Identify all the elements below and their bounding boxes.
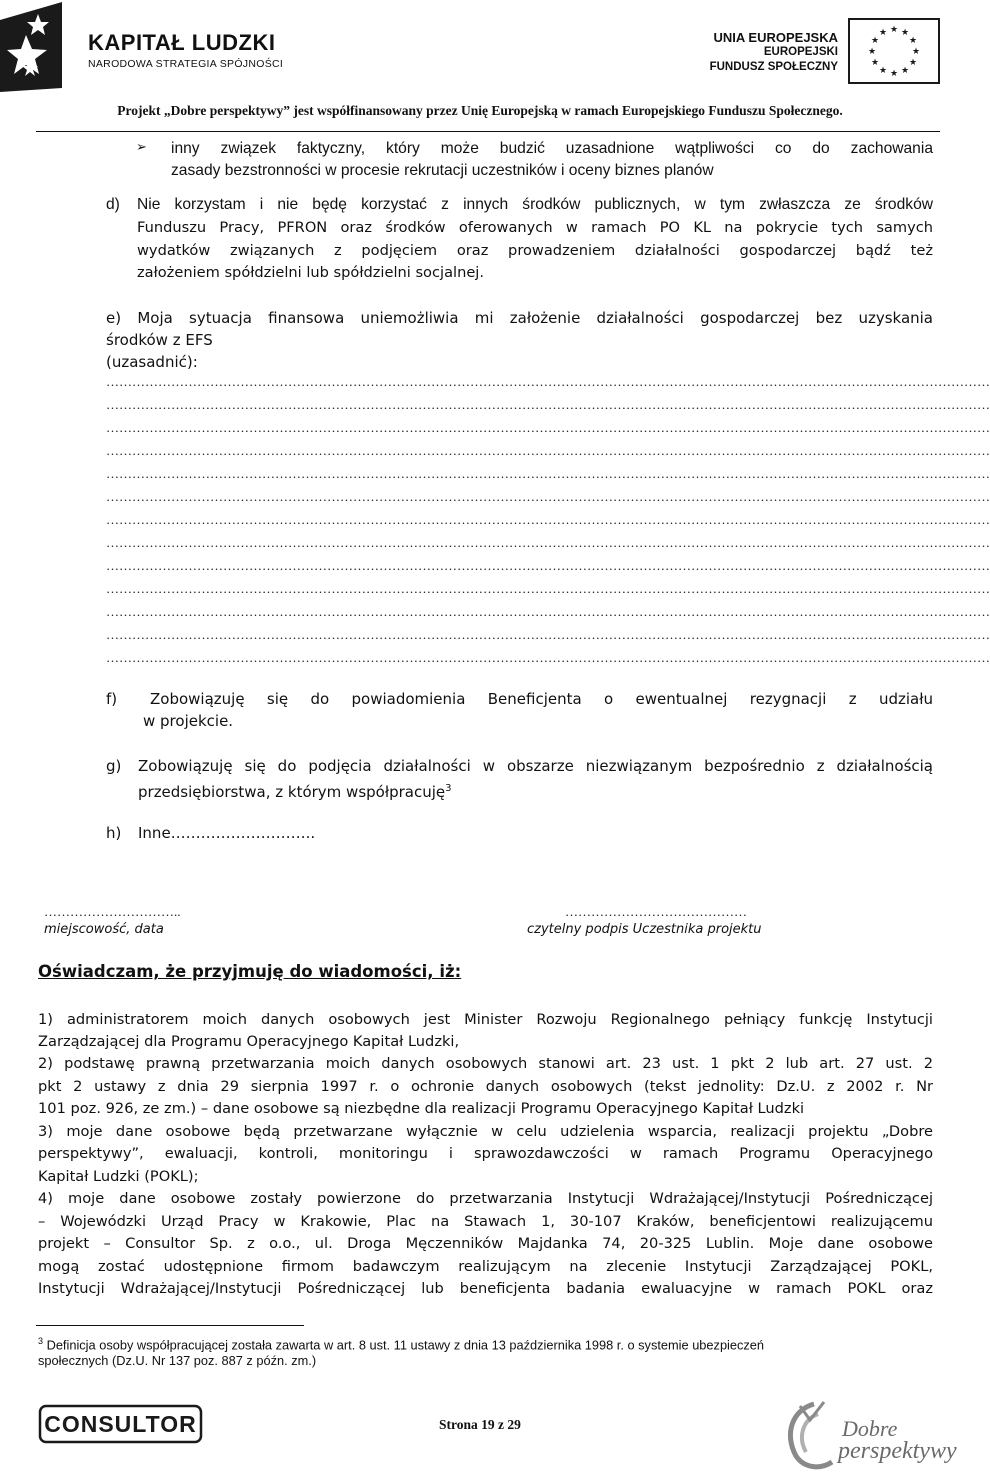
footnote-ref-3[interactable]: 3 [445,783,452,794]
eu-line2: EUROPEJSKI [763,46,838,58]
decl-p4-line-5: Instytucji Wdrażającej/Instytucji Pośredniczącej lub beneficjenta badania ewaluacyjne w ramach POKL oraz [38,1280,933,1297]
svg-text:★: ★ [889,25,899,35]
justification-dots-8[interactable]: …………………………………………………………………………………………………………………………………………………………………………………… [106,535,990,550]
consultor-text: CONSULTOR [44,1411,197,1437]
decl-p2-line-2: pkt 2 ustawy z dnia 29 sierpnia 1997 r. o ochronie danych osobowych (tekst jednolity: Dz.U. z 2002 r. Nr [38,1078,933,1095]
svg-text:★: ★ [908,58,918,68]
justification-dots-10[interactable]: …………………………………………………………………………………………………………………………………………………………………………………… [106,581,990,596]
signature-label: czytelny podpis Uczestnika projektu [527,922,762,937]
decl-p4-line-1: 4) moje dane osobowe zostały powierzone do przetwarzania Instytucji Wdrażającej/Instytucji Pośredniczącej [38,1190,933,1207]
place-date-label: miejscowość, data [44,922,164,937]
justification-dots-4[interactable]: …………………………………………………………………………………………………………………………………………………………………………………… [106,443,990,458]
item-e-line-1: e) Moja sytuacja finansowa uniemożliwia mi założenie działalności gospodarczej bez uzyskania [106,309,933,327]
kapital-ludzki-logo [0,0,300,95]
item-h-other-field[interactable]: Inne……………………….. [138,824,316,842]
decl-p3-line-2: perspektywy”, ewaluacji, kontroli, monitoringu i sprawozdawczości w ramach Programu Operacyjnego [38,1145,933,1162]
kl-subtitle: NARODOWA STRATEGIA SPÓJNOŚCI [88,58,284,70]
justification-dots-1[interactable]: …………………………………………………………………………………………………………………………………………………………………………………… [106,374,990,389]
item-g-line-2-text: przedsiębiorstwa, z którym współpracuję [138,783,446,801]
svg-text:★: ★ [870,58,880,68]
justification-dots-6[interactable]: …………………………………………………………………………………………………………………………………………………………………………………… [106,489,990,504]
svg-text:★: ★ [889,69,899,79]
item-f-line-1: Zobowiązuję się do powiadomienia Beneficjenta o ewentualnej rezygnacji z udziału [150,690,933,708]
footnote-text-1: Definicja osoby współpracującej została zawarta w art. 8 ust. 11 ustawy z dnia 13 października 1998 r. o systemie ubezpieczeń [43,1337,765,1353]
dobre-text: Dobre [842,1416,898,1441]
eu-flag-icon [848,18,940,84]
decl-p1-line-1: 1) administratorem moich danych osobowych jest Minister Rozwoju Regionalnego pełniący funkcję Instytucji [38,1011,933,1028]
decl-p3-line-1: 3) moje dane osobowe będą przetwarzane wyłącznie w celu udzielenia wsparcia, realizacji projektu „Dobre [38,1123,933,1140]
dobre-perspektywy-logo [780,1398,955,1476]
kl-title: KAPITAŁ LUDZKI [88,30,276,55]
justification-dots-12[interactable]: …………………………………………………………………………………………………………………………………………………………………………………… [106,627,990,642]
justification-dots-3[interactable]: …………………………………………………………………………………………………………………………………………………………………………………… [106,420,990,435]
item-e-line-2: środków z EFS [106,331,213,349]
place-date-dots[interactable]: ………………………….. [44,904,181,919]
svg-text:★: ★ [870,36,880,46]
decl-p2-line-1: 2) podstawę prawną przetwarzania moich danych osobowych stanowi art. 23 ust. 1 pkt 2 lub art. 27 ust. 2 [38,1055,933,1072]
arrow-bullet-icon: ➢ [136,140,147,155]
item-h-label: h) [106,824,122,842]
eu-logo [690,0,950,95]
signature-dots[interactable]: …………………………………… [565,904,747,919]
eu-line3: FUNDUSZ SPOŁECZNY [709,61,838,73]
decl-p2-line-3: 101 poz. 926, ze zm.) – dane osobowe są niezbędne dla realizacji Programu Operacyjnego Kapitał Ludzki [38,1100,805,1117]
item-g-label: g) [106,757,122,775]
declaration-heading: Oświadczam, że przyjmuję do wiadomości, iż: [38,962,462,981]
bullet-line-1: inny związek faktyczny, który może budzić uzasadnione wątpliwości co do zachowania [171,140,933,157]
item-d-line-2: Funduszu Pracy, PFRON oraz środków oferowanych w ramach PO KL na pokrycie tych samych [137,219,933,236]
header-project-note: Projekt „Dobre perspektywy” jest współfinansowany przez Unię Europejską w ramach Europejskiego Funduszu Społecznego. [117,103,843,118]
perspektywy-text: perspektywy [838,1438,957,1464]
svg-text:★: ★ [867,47,877,57]
justification-dots-5[interactable]: …………………………………………………………………………………………………………………………………………………………………………………… [106,466,990,481]
item-d-line-3: wydatków związanych z podjęciem oraz prowadzeniem działalności gospodarczej bądź też [137,242,933,259]
decl-p4-line-4: mogą zostać udostępnione firmom badawczym realizującym na zlecenie Instytucji Zarządzającej POKL, [38,1258,933,1275]
footnote-line-2: społecznych (Dz.U. Nr 137 poz. 887 z późn. zm.) [38,1353,317,1368]
justification-dots-7[interactable]: …………………………………………………………………………………………………………………………………………………………………………………… [106,512,990,527]
kapital-ludzki-emblem-icon [0,0,86,95]
footnote-number: 3 [38,1336,44,1346]
decl-p1-line-2: Zarządzającej dla Programu Operacyjnego Kapitał Ludzki, [38,1033,460,1050]
svg-text:★: ★ [900,66,910,76]
decl-p4-line-3: projekt – Consultor Sp. z o.o., ul. Droga Męczenników Majdanka 74, 20-325 Lublin. Moje dane osobowe [38,1235,933,1252]
svg-text:★: ★ [878,66,888,76]
justification-dots-9[interactable]: …………………………………………………………………………………………………………………………………………………………………………………… [106,558,990,573]
item-d-line-4: założeniem spółdzielni lub spółdzielni socjalnej. [137,264,484,281]
footnote-divider [36,1325,304,1326]
footnote-line-1 [38,1332,764,1354]
item-f-label: f) [106,690,118,708]
bullet-line-2: zasady bezstronności w procesie rekrutacji uczestników i oceny biznes planów [171,162,714,179]
eu-line1: UNIA EUROPEJSKA [713,30,838,45]
item-d-line-1: Nie korzystam i nie będę korzystać z innych środków publicznych, w tym zwłaszcza ze środków [137,196,933,213]
svg-text:★: ★ [908,36,918,46]
page-number: Strona 19 z 29 [439,1417,521,1432]
justification-dots-11[interactable]: …………………………………………………………………………………………………………………………………………………………………………………… [106,604,990,619]
decl-p3-line-3: Kapitał Ludzki (POKL); [38,1168,199,1185]
item-g-line-2 [138,778,452,804]
svg-text:★: ★ [911,47,921,57]
justification-dots-13[interactable]: …………………………………………………………………………………………………………………………………………………………………………………… [106,650,990,665]
item-f-line-2: w projekcie. [143,712,234,730]
item-g-line-1: Zobowiązuję się do podjęcia działalności w obszarze niezwiązanym bezpośrednio z działalnością [138,757,933,775]
decl-p4-line-2: – Wojewódzki Urząd Pracy w Krakowie, Plac na Stawach 1, 30-107 Kraków, beneficjentowi realizującemu [38,1213,933,1230]
svg-text:★: ★ [878,28,888,38]
item-e-line-3: (uzasadnić): [106,353,198,371]
justification-dots-2[interactable]: …………………………………………………………………………………………………………………………………………………………………………………… [106,397,990,412]
item-d-label: d) [106,196,120,213]
header-divider [36,131,940,132]
svg-text:★: ★ [900,28,910,38]
